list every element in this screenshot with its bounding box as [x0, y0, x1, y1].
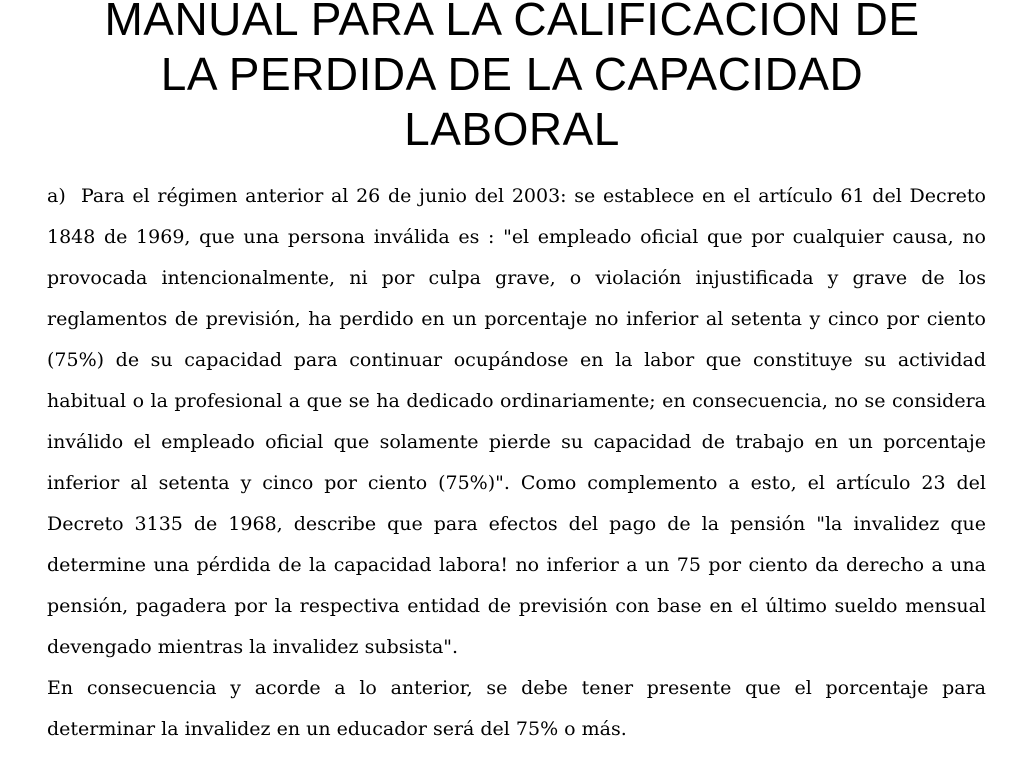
slide-title-line: LA PERDIDA DE LA CAPACIDAD	[160, 48, 864, 100]
slide-title-line: LABORAL	[404, 103, 620, 155]
list-marker: a)	[47, 185, 66, 207]
slide-title-line: MANUAL PARA LA CALIFICACION DE	[104, 0, 920, 45]
slide-title	[60, 0, 964, 157]
body-paragraph	[47, 176, 986, 668]
paragraph-text: Para el régimen anterior al 26 de junio del 2003: se establece en el artículo 61 del Decreto 1848 de 1969, que una persona inválida es : "el empleado oficial que por cualquier causa, no provocada intencionalmente, ni por culpa grave, o violación injustificada y grave de los reglamentos de previsión, ha perdido en un porcentaje no inferior al setenta y cinco por ciento (75%) de su capacidad para continuar ocupándose en la labor que constituye su actividad habitual o la profesional a que se ha dedicado ordinariamente; en consecuencia, no se considera inválido el empleado oficial que solamente pierde su capacidad de trabajo en un porcentaje inferior al setenta y cinco por ciento (75%)". Como complemento a esto, el artículo 23 del Decreto 3135 de 1968, describe que para efectos del pago de la pensión "la invalidez que determine una pérdida de la capacidad labora! no inferior a un 75 por ciento da derecho a una pensión, pagadera por la respectiva entidad de previsión con base en el último sueldo mensual devengado mientras la invalidez subsista".	[47, 185, 986, 658]
body-paragraph	[47, 668, 986, 750]
slide-body	[47, 176, 986, 750]
paragraph-text: En consecuencia y acorde a lo anterior, se debe tener presente que el porcentaje para determinar la invalidez en un educador será del 75% o más.	[47, 677, 986, 740]
